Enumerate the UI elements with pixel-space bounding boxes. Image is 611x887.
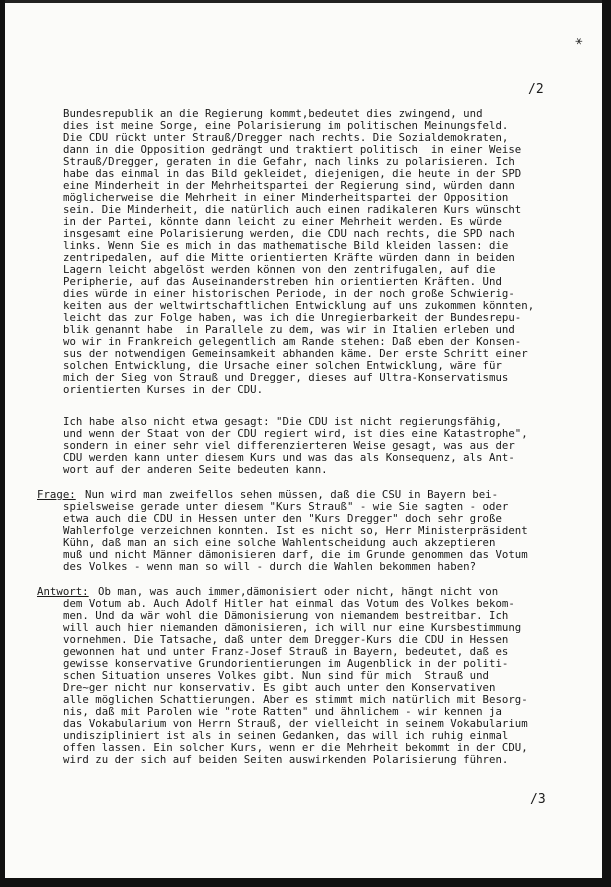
text-line: vornehmen. Die Tatsache, daß unter dem Dregger-Kurs die CDU in Hessen (63, 633, 509, 646)
text-line: möglicherweise die Mehrheit in einer Minderheitspartei der Opposition (63, 191, 509, 204)
text-line: alle möglichen Schattierungen. Aber es stimmt mich natürlich mit Besorg- (63, 693, 528, 706)
text-line: Peripherie, auf das Auseinanderstreben hin orientierten Kräften. Und (63, 275, 502, 288)
text-line: offen lassen. Ein solcher Kurs, wenn er die Mehrheit bekommt in der CDU, (63, 741, 528, 754)
text-line: Strauß/Dregger, geraten in die Gefahr, nach links zu polarisieren. Ich (63, 155, 515, 168)
text-line: Die CDU rückt unter Strauß/Dregger nach rechts. Die Sozialdemokraten, (63, 131, 509, 144)
text-line: etwa auch die CDU in Hessen unter den "Kurs Dregger" doch sehr große (63, 512, 502, 525)
text-line: muß und nicht Männer dämonisieren darf, die im Grunde genommen das Votum (63, 548, 528, 561)
text-line: nis, daß mit Parolen wie "rote Ratten" und ähnlichem - wir kennen ja (63, 705, 502, 718)
text-line: undiszipliniert ist als in seinen Gedanken, das will ich ruhig einmal (63, 729, 509, 742)
text-line: wo wir in Frankreich gelegentlich am Rande stehen: Daß eben der Konsen- (63, 335, 522, 348)
scan-edge-right (602, 0, 611, 887)
text-line: Ich habe also nicht etwa gesagt: "Die CDU ist nicht regierungsfähig, (63, 415, 502, 428)
text-line: will auch hier niemanden dämonisieren, ich will nur eine Kursbestimmung (63, 621, 522, 634)
text-line: sein. Die Minderheit, die natürlich auch einen radikaleren Kurs wünscht (63, 203, 522, 216)
text-line: eine Minderheit in der Mehrheitspartei der Regierung sind, würden dann (63, 179, 515, 192)
text-line: und wenn der Staat von der CDU regiert wird, ist dies eine Katastrophe", (63, 427, 528, 440)
scan-edge-bottom (0, 878, 611, 887)
text-line: das Vokabularium von Herrn Strauß, der vielleicht in seinem Vokabularium (63, 717, 528, 730)
text-line: Dre~ger nicht nur konservativ. Es gibt auch unter den Konservativen (63, 681, 496, 694)
page-number-top: /2 (528, 82, 544, 97)
text-line: leicht das zur Folge haben, was ich die Unregierbarkeit der Bundesrepu- (63, 311, 522, 324)
text-line: in der Partei, könnte dann leicht zu einer Mehrheit werden. Es würde (63, 215, 502, 228)
scan-edge-top (0, 0, 611, 3)
text-line: men. Und da wär wohl die Dämonisierung von niemandem bestreitbar. Ich (63, 609, 509, 622)
text-line: sondern in einer sehr viel differenzierteren Weise gesagt, was aus der (63, 439, 515, 452)
text-line: dann in die Opposition gedrängt und traktiert politisch in einer Weise (63, 143, 522, 156)
text-line: Kühn, daß man an sich eine solche Wahlentscheidung auch akzeptieren (63, 536, 496, 549)
text-line: dies ist meine Sorge, eine Polarisierung im politischen Meinungsfeld. (63, 119, 509, 132)
text-line: gewisse konservative Grundorientierungen im Augenblick in der politi- (63, 657, 509, 670)
text-line: insgesamt eine Polarisierung werden, die CDU nach rechts, die SPD nach (63, 227, 515, 240)
text-line: Ob man, was auch immer,dämonisiert oder nicht, hängt nicht von (98, 585, 499, 598)
text-line: dem Votum ab. Auch Adolf Hitler hat einmal das Votum des Volkes bekom- (63, 597, 515, 610)
question-label: Frage: (37, 488, 76, 501)
text-line: gewonnen hat und unter Franz-Josef Strauß in Bayern, bedeutet, daß es (63, 645, 509, 658)
text-line: spielsweise gerade unter diesem "Kurs Strauß" - wie Sie sagten - oder (63, 500, 509, 513)
text-line: wort auf der anderen Seite bedeuten kann. (63, 463, 328, 476)
page-number-bottom: /3 (530, 792, 546, 807)
text-line: solchen Entwicklung, die Ursache einer solchen Entwicklung, wäre für (63, 359, 502, 372)
text-line: zentripedalen, auf die Mitte orientierten Kräfte würden dann in beiden (63, 251, 515, 264)
scan-edge-left (0, 0, 5, 887)
text-line: habe das einmal in das Bild gekleidet, diejenigen, die heute in der SPD (63, 167, 522, 180)
text-line: Bundesrepublik an die Regierung kommt,bedeutet dies zwingend, und (63, 107, 483, 120)
text-line: des Volkes - wenn man so will - durch die Wahlen bekommen haben? (63, 560, 477, 573)
text-line: Lagern leicht abgelöst werden können von den zentrifugalen, auf die (63, 263, 496, 276)
text-line: CDU werden kann unter diesem Kurs und was das als Konsequenz, als Ant- (63, 451, 515, 464)
text-line: dies würde in einer historischen Periode, in der noch große Schwierig- (63, 287, 515, 300)
text-line: Wahlerfolge verzeichnen konnten. Ist es nicht so, Herr Ministerpräsident (63, 524, 528, 537)
text-line: orientierten Kurses in der CDU. (63, 383, 264, 396)
answer-label: Antwort: (37, 585, 89, 598)
text-line: schen Situation unseres Volkes gibt. Nun sind für mich Strauß und (63, 669, 489, 682)
staple-mark-icon: * (569, 34, 585, 54)
text-line: keiten aus der weltwirtschaftlichen Entwicklung auf uns zukommen könnten, (63, 299, 535, 312)
text-line: mich der Sieg von Strauß und Dregger, dieses auf Ultra-Konservatismus (63, 371, 509, 384)
text-line: wird zu der sich auf beiden Seiten auswirkenden Polarisierung führen. (63, 753, 509, 766)
text-line: links. Wenn Sie es mich in das mathematische Bild kleiden lassen: die (63, 239, 509, 252)
text-line: sus der notwendigen Gemeinsamkeit abhanden käme. Der erste Schritt einer (63, 347, 528, 360)
text-line: Nun wird man zweifellos sehen müssen, daß die CSU in Bayern bei- (85, 488, 499, 501)
text-line: blik genannt habe in Parallele zu dem, was wir in Italien erleben und (63, 323, 515, 336)
